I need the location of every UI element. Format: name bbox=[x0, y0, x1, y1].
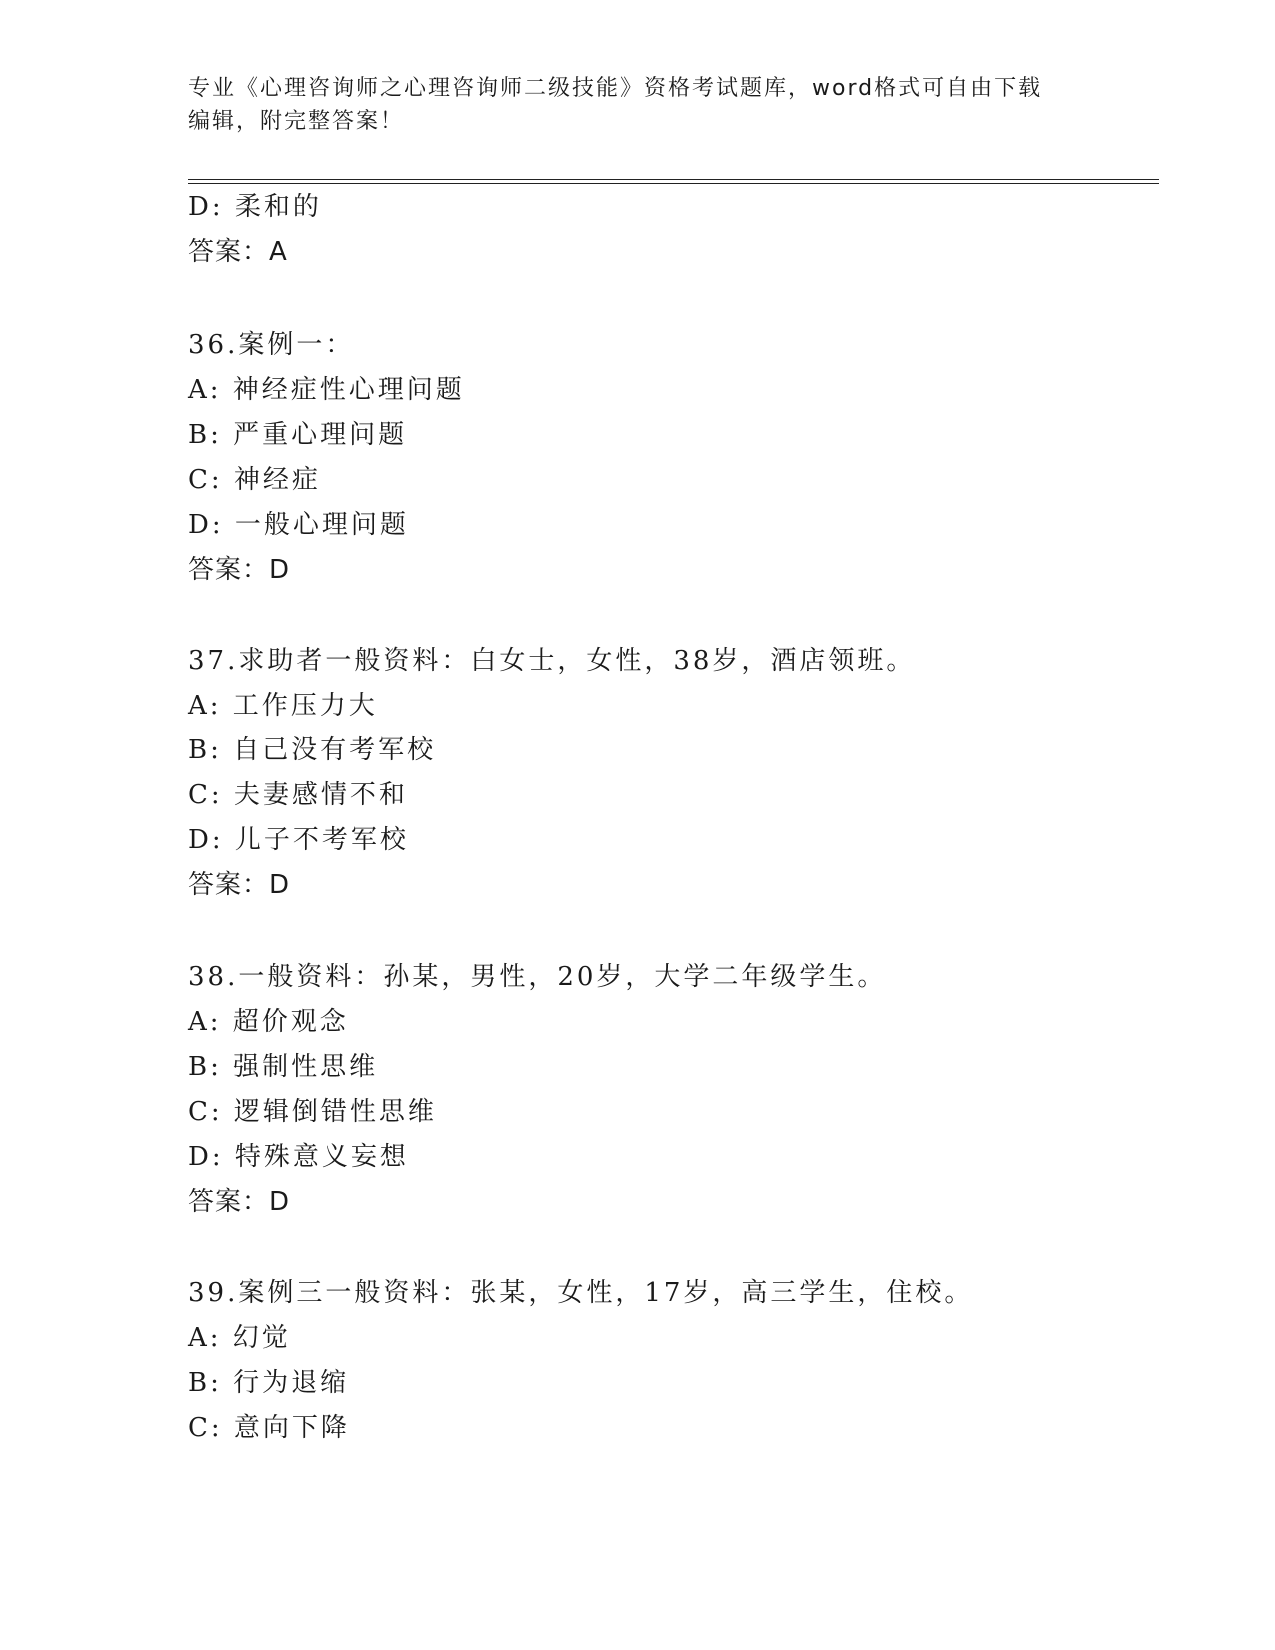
option-c: C: 意向下降 bbox=[188, 1413, 350, 1443]
option-d: D: 儿子不考军校 bbox=[188, 825, 409, 855]
option-b: B: 行为退缩 bbox=[188, 1368, 350, 1398]
option-a: A: 工作压力大 bbox=[188, 691, 378, 721]
option-a: A: 超价观念 bbox=[188, 1007, 349, 1037]
option-a: A: 幻觉 bbox=[188, 1323, 291, 1353]
option-a: A: 神经症性心理问题 bbox=[188, 375, 465, 405]
option-d: D: 一般心理问题 bbox=[188, 510, 409, 540]
option-b: B: 自己没有考军校 bbox=[188, 735, 437, 765]
option-c: C: 夫妻感情不和 bbox=[188, 780, 408, 810]
question-stem: 38.一般资料：孙某，男性，20岁，大学二年级学生。 bbox=[188, 962, 887, 992]
answer: 答案：A bbox=[188, 237, 288, 267]
option-b: B: 严重心理问题 bbox=[188, 420, 408, 450]
question-stem: 36.案例一： bbox=[188, 330, 355, 360]
header-line-1: 专业《心理咨询师之心理咨询师二级技能》资格考试题库，word格式可自由下载 bbox=[188, 76, 1043, 101]
answer: 答案：D bbox=[188, 555, 291, 585]
option-c: C: 神经症 bbox=[188, 465, 321, 495]
answer: 答案：D bbox=[188, 1187, 291, 1217]
header-rule-bottom bbox=[188, 183, 1159, 184]
option-b: B: 强制性思维 bbox=[188, 1052, 379, 1082]
document-header bbox=[188, 72, 1088, 138]
answer: 答案：D bbox=[188, 870, 291, 900]
option-d: D: 柔和的 bbox=[188, 192, 322, 222]
header-rule-top bbox=[188, 179, 1159, 180]
header-line-2: 编辑，附完整答案！ bbox=[188, 109, 405, 134]
question-stem: 37.求助者一般资料：白女士，女性，38岁，酒店领班。 bbox=[188, 646, 916, 676]
option-c: C: 逻辑倒错性思维 bbox=[188, 1097, 437, 1127]
question-stem: 39.案例三一般资料：张某，女性，17岁，高三学生，住校。 bbox=[188, 1278, 974, 1308]
option-d: D: 特殊意义妄想 bbox=[188, 1142, 409, 1172]
